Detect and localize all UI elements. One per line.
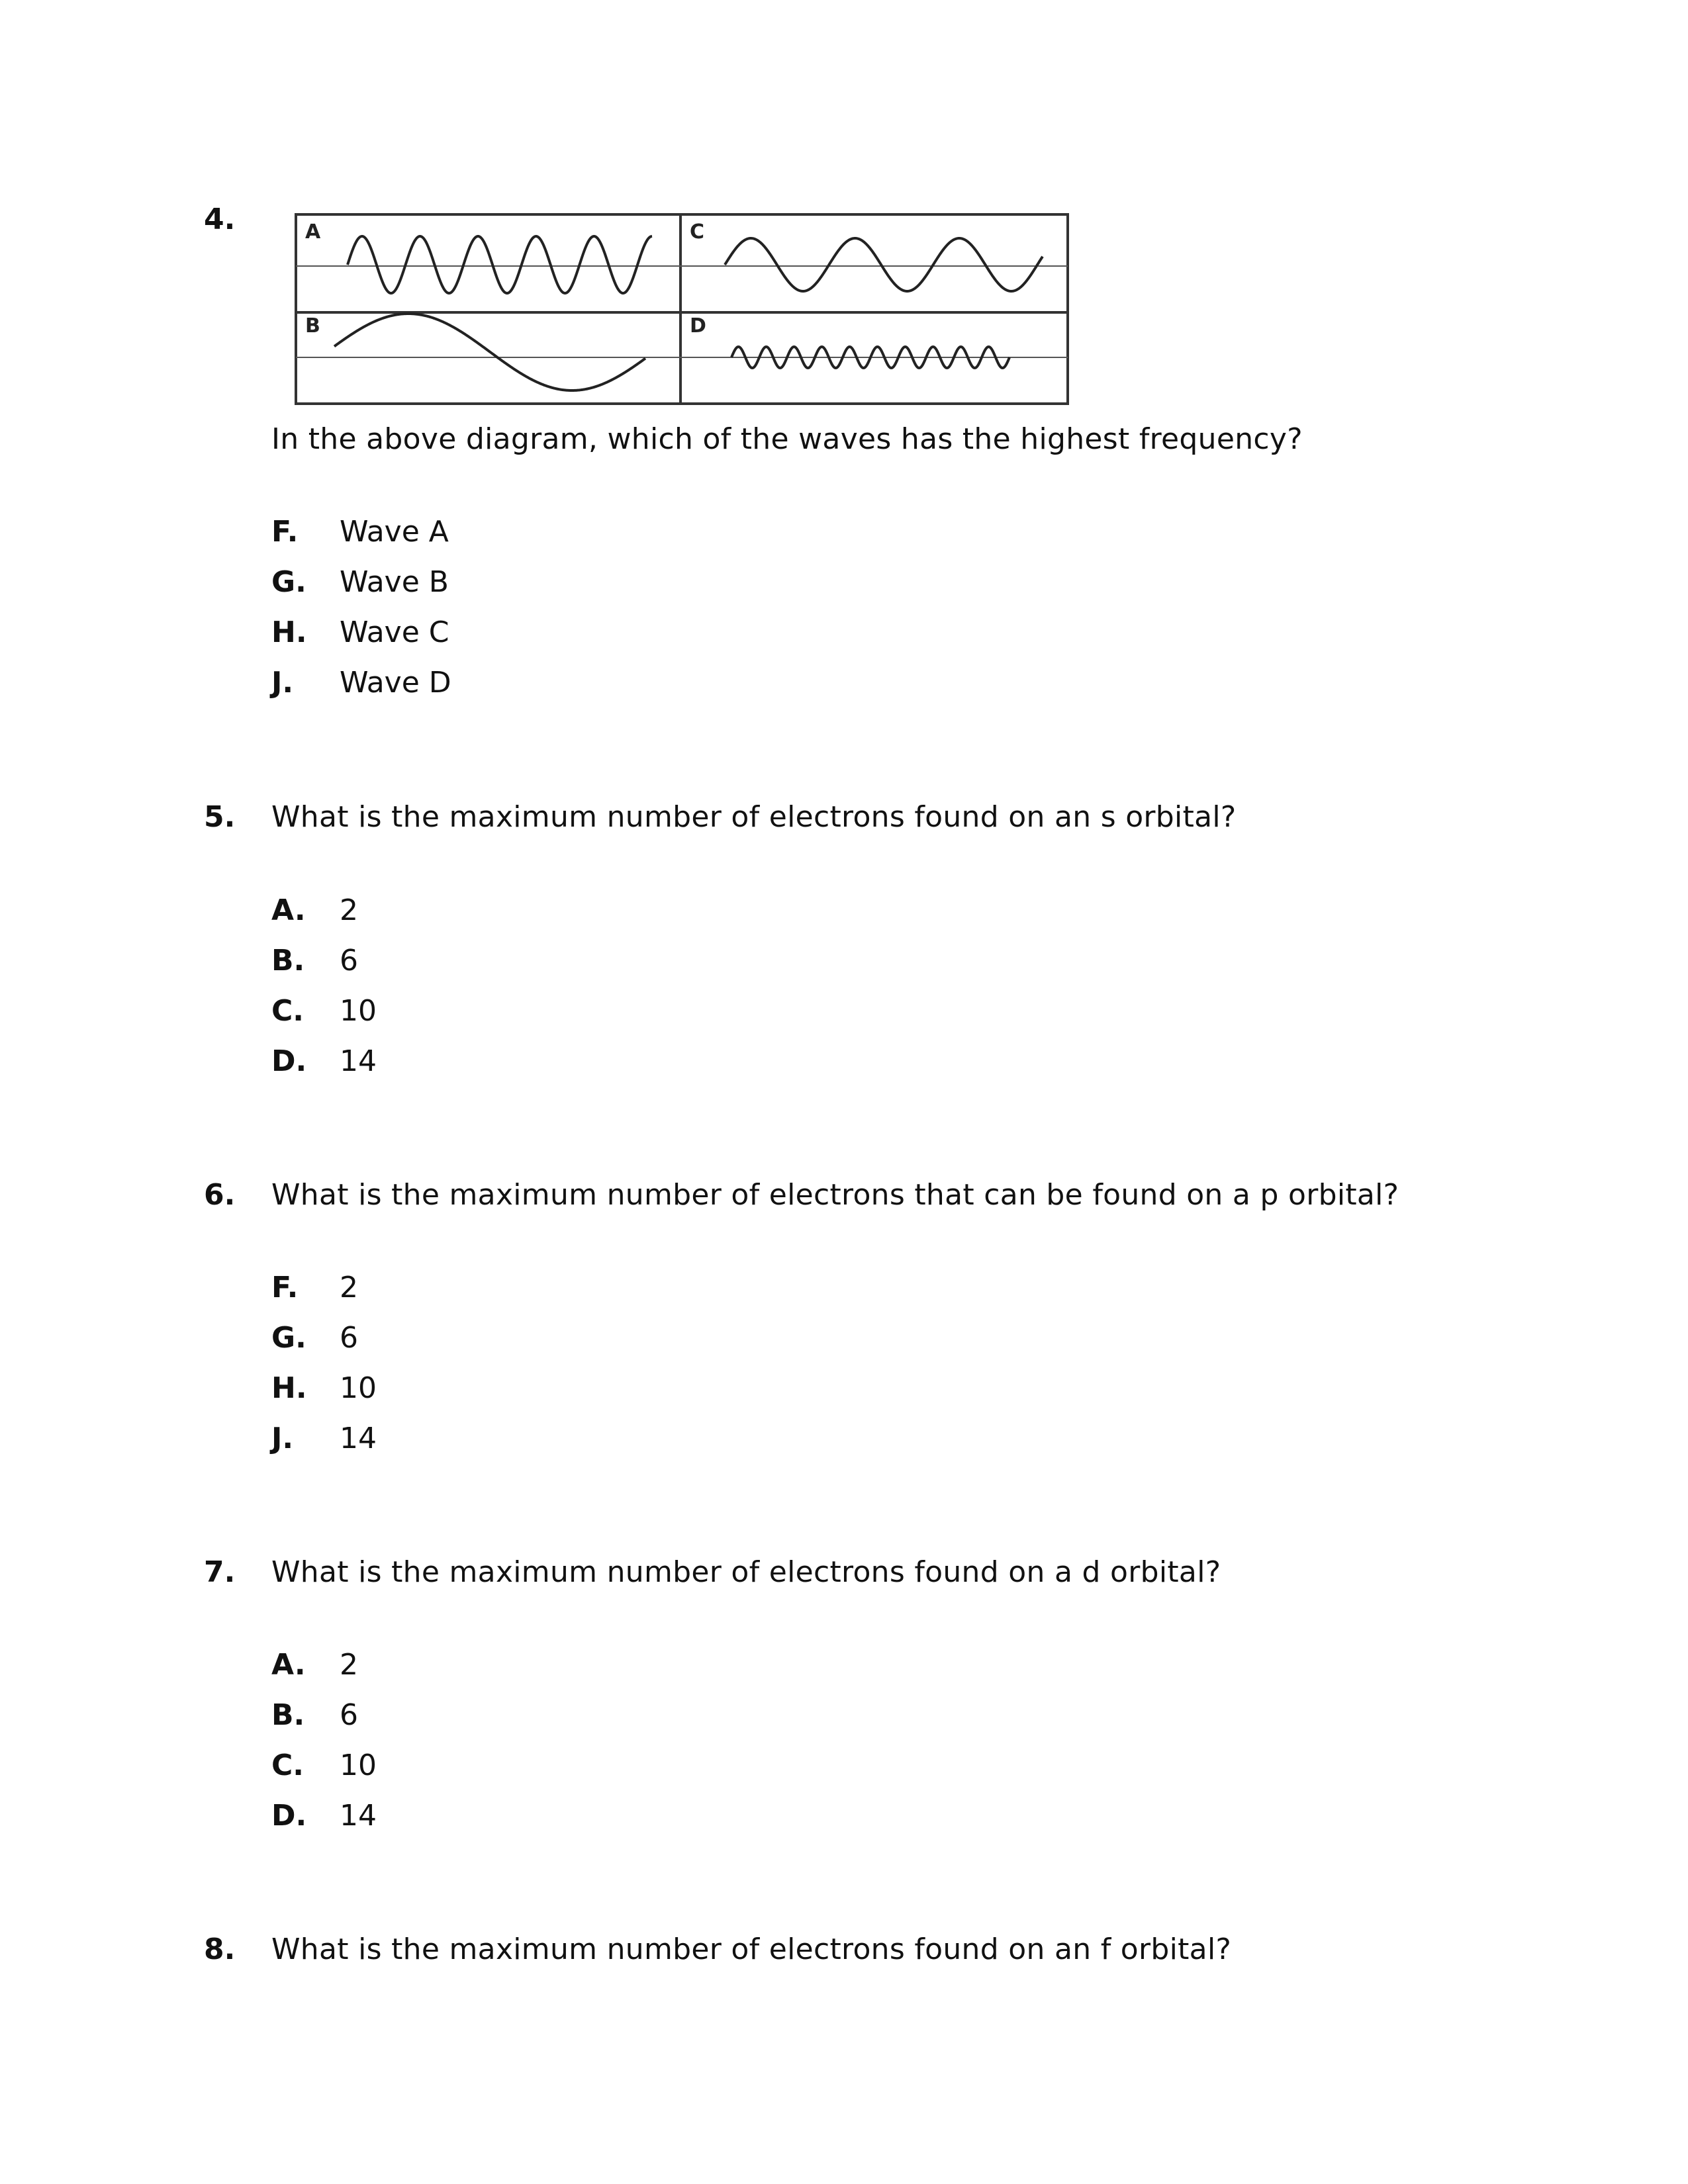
option-letter: J. (271, 1422, 294, 1455)
option-letter: C. (271, 1749, 305, 1782)
option-letter: F. (271, 515, 299, 549)
option-text: 6 (340, 1698, 358, 1732)
panel-label-b: B (305, 314, 320, 338)
question-text: What is the maximum number of electrons found on an s orbital? (271, 800, 1237, 834)
option-text: 14 (340, 1422, 377, 1455)
question-number: 7. (204, 1555, 236, 1589)
option-letter: B. (271, 1698, 305, 1732)
option-letter: B. (271, 944, 305, 978)
panel-label-d: D (690, 314, 706, 338)
question-number: 8. (204, 1933, 236, 1966)
option-text: 10 (340, 1749, 377, 1782)
option-text: 10 (340, 994, 377, 1028)
option-text: 6 (340, 1321, 358, 1355)
option-text: Wave C (340, 615, 449, 649)
option-text: 2 (340, 1648, 358, 1682)
option-letter: G. (271, 565, 306, 599)
option-text: 10 (340, 1371, 377, 1405)
question-text: What is the maximum number of electrons found on a d orbital? (271, 1555, 1221, 1589)
option-letter: H. (271, 1371, 307, 1405)
option-text: Wave D (340, 666, 451, 700)
option-letter: H. (271, 615, 307, 649)
wave-diagram (295, 213, 1076, 408)
option-text: Wave A (340, 515, 449, 549)
panel-label-c: C (690, 220, 705, 244)
option-letter: C. (271, 994, 305, 1028)
option-letter: D. (271, 1044, 307, 1078)
question-text: What is the maximum number of electrons found on an f orbital? (271, 1933, 1232, 1966)
option-text: 2 (340, 893, 358, 927)
option-text: 2 (340, 1271, 358, 1304)
question-number: 4. (204, 203, 236, 236)
option-letter: D. (271, 1799, 307, 1833)
panel-label-a: A (305, 220, 321, 244)
option-letter: J. (271, 666, 294, 700)
option-letter: A. (271, 1648, 306, 1682)
question-text: In the above diagram, which of the waves has the highest frequency? (271, 422, 1303, 456)
question-text: What is the maximum number of electrons that can be found on a p orbital? (271, 1178, 1399, 1212)
option-letter: G. (271, 1321, 306, 1355)
option-text: 14 (340, 1799, 377, 1833)
option-letter: F. (271, 1271, 299, 1304)
question-number: 6. (204, 1178, 236, 1212)
option-text: 6 (340, 944, 358, 978)
option-text: 14 (340, 1044, 377, 1078)
option-letter: A. (271, 893, 306, 927)
option-text: Wave B (340, 565, 449, 599)
question-number: 5. (204, 800, 236, 834)
